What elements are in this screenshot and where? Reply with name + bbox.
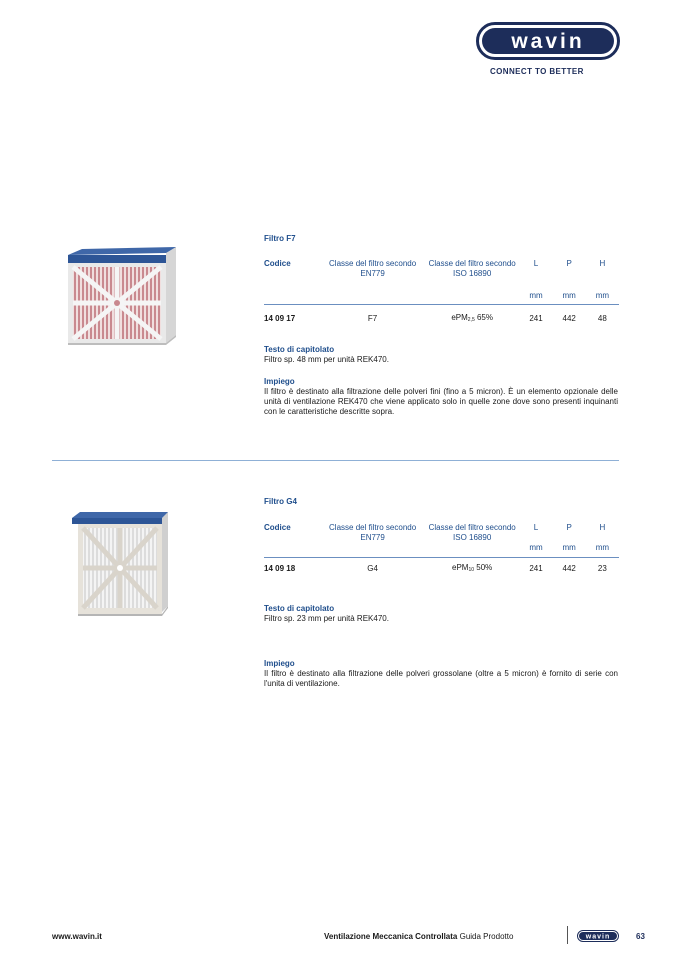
dim-p: 442 (562, 563, 576, 573)
header-class-iso16890: Classe del filtro secondo ISO 16890 (428, 523, 516, 542)
product-title: Filtro F7 (264, 234, 296, 243)
capitolato-text: Filtro sp. 23 mm per unità REK470. (264, 614, 389, 623)
unit-h: mm (586, 543, 619, 558)
dim-l: 241 (529, 313, 543, 323)
header-code: Codice (264, 259, 291, 268)
capitolato-text: Filtro sp. 48 mm per unità REK470. (264, 355, 389, 364)
product-code: 14 09 17 (264, 313, 296, 323)
page-number: 63 (636, 932, 645, 941)
wavin-logo (476, 22, 620, 60)
section-divider (52, 460, 619, 461)
unit-p: mm (553, 543, 586, 558)
capitolato-label: Testo di capitolato (264, 604, 335, 613)
product-code: 14 09 18 (264, 563, 296, 573)
class-iso16890: ePM$_{10}$ 50% (452, 562, 493, 573)
impiego-label: Impiego (264, 659, 295, 668)
header-h: H (599, 259, 606, 268)
class-en779: G4 (367, 563, 378, 573)
dim-l: 241 (529, 563, 543, 573)
footer-website: www.wavin.it (52, 932, 102, 941)
header-class-iso16890: Classe del filtro secondo ISO 16890 (428, 259, 516, 278)
capitolato-label: Testo di capitolato (264, 345, 335, 354)
table-row (264, 313, 619, 325)
unit-p: mm (553, 291, 586, 305)
dim-h: 48 (597, 313, 607, 323)
spec-table-g4 (264, 523, 619, 575)
svg-text:wavin: wavin (585, 933, 611, 941)
impiego-label: Impiego (264, 377, 295, 386)
footer-separator (567, 926, 568, 944)
dim-h: 23 (597, 563, 607, 573)
header-l: L (533, 259, 539, 268)
header-class-en779: Classe del filtro secondo EN779 (329, 259, 417, 278)
logo-text: wavin (511, 30, 585, 53)
footer-wavin-logo (577, 930, 619, 942)
impiego-text: Il filtro è destinato alla filtrazione delle polveri fini (fino a 5 micron). È un elemento opzionale delle unità di ventilazione REK470 che viene applicato solo in quelle zone dove sono presenti inquinanti con le caratteristiche descritte sopra. (264, 387, 618, 416)
table-row (264, 563, 619, 575)
header-p: P (566, 523, 572, 532)
header-p: P (566, 259, 572, 268)
header-l: L (533, 523, 539, 532)
dim-p: 442 (562, 313, 576, 323)
class-iso16890: ePM$_{2,5}$ 65% (451, 312, 493, 323)
filter-g4-image (68, 498, 184, 626)
unit-l: mm (519, 543, 552, 558)
tagline: CONNECT TO BETTER (490, 67, 584, 76)
unit-l: mm (519, 291, 552, 305)
header-h: H (599, 523, 606, 532)
filter-f7-image (62, 247, 182, 357)
header-code: Codice (264, 523, 291, 532)
footer-title: Ventilazione Meccanica Controllata Guida Prodotto (324, 932, 514, 941)
spec-table-f7 (264, 259, 619, 325)
impiego-text: Il filtro è destinato alla filtrazione delle polveri grossolane (oltre a 5 micron) è fornito di serie con l'unita di ventilazione. (264, 669, 618, 688)
class-en779: F7 (367, 313, 378, 323)
product-title: Filtro G4 (264, 497, 297, 506)
header-class-en779: Classe del filtro secondo EN779 (329, 523, 417, 542)
unit-h: mm (586, 291, 619, 305)
